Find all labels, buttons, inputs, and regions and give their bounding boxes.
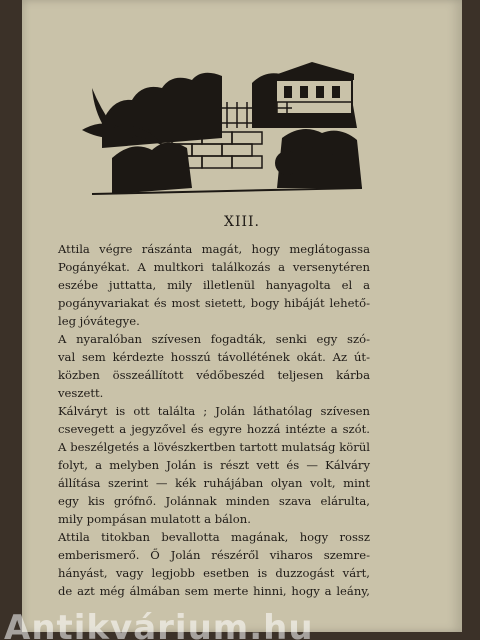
text-line: de azt még álmában sem merte hinni, hogy a leány, — [58, 584, 370, 598]
text-line: leg jóvátegye. — [58, 314, 140, 328]
text-line: Attila végre rászánta magát, hogy meglátogassa — [58, 242, 370, 256]
paragraph-1 — [58, 240, 370, 330]
text-line: pogányvariakat és most sietett, bogy hibáját lehető- — [58, 296, 370, 310]
paragraph-4 — [58, 528, 370, 600]
text-line: eszébe juttatta, mily illetlenül hanyagolta el a — [58, 278, 370, 292]
text-line: A nyaralóban szívesen fogadták, senki egy szó- — [58, 332, 370, 346]
text-line: val sem kérdezte hosszú távollétének okát. Az út- — [58, 350, 370, 364]
text-line: hányást, vagy legjobb esetben is duzzogást várt, — [58, 566, 370, 580]
text-line: folyt, a melyben Jolán is részt vett és — Kálváry — [58, 458, 370, 472]
body-text — [58, 240, 370, 600]
text-line: Attila titokban bevallotta magának, hogy rossz — [58, 530, 370, 544]
text-line: közben összeállított védőbeszéd teljesen kárba — [58, 368, 370, 382]
text-line: Kálváryt is ott találta ; Jolán láthatólag szívesen — [58, 404, 370, 418]
text-line: állítása szerint — kék ruhájában olyan volt, mint — [58, 476, 370, 490]
text-line: veszett. — [58, 386, 104, 400]
text-line: mily pompásan mulatott a bálon. — [58, 512, 251, 526]
house-illustration — [272, 62, 354, 114]
paragraph-3 — [58, 402, 370, 528]
paragraph-2 — [58, 330, 370, 402]
book-page — [22, 0, 462, 632]
text-line: egy kis grófnő. Jolánnak minden szava elárulta, — [58, 494, 370, 508]
watermark: Antikvárium.hu — [4, 608, 314, 640]
chapter-vignette-illustration — [72, 28, 372, 202]
text-line: Pogányékat. A multkori találkozás a versenytéren — [58, 260, 370, 274]
chapter-heading: XIII. — [223, 214, 260, 230]
text-line: csevegett a jegyzővel és egyre hozzá intézte a szót. — [58, 422, 370, 436]
text-line: A beszélgetés a lövészkertben tartott mulatság körül — [58, 440, 370, 454]
text-line: emberismerő. Ő Jolán részéről viharos szemre- — [58, 548, 370, 562]
